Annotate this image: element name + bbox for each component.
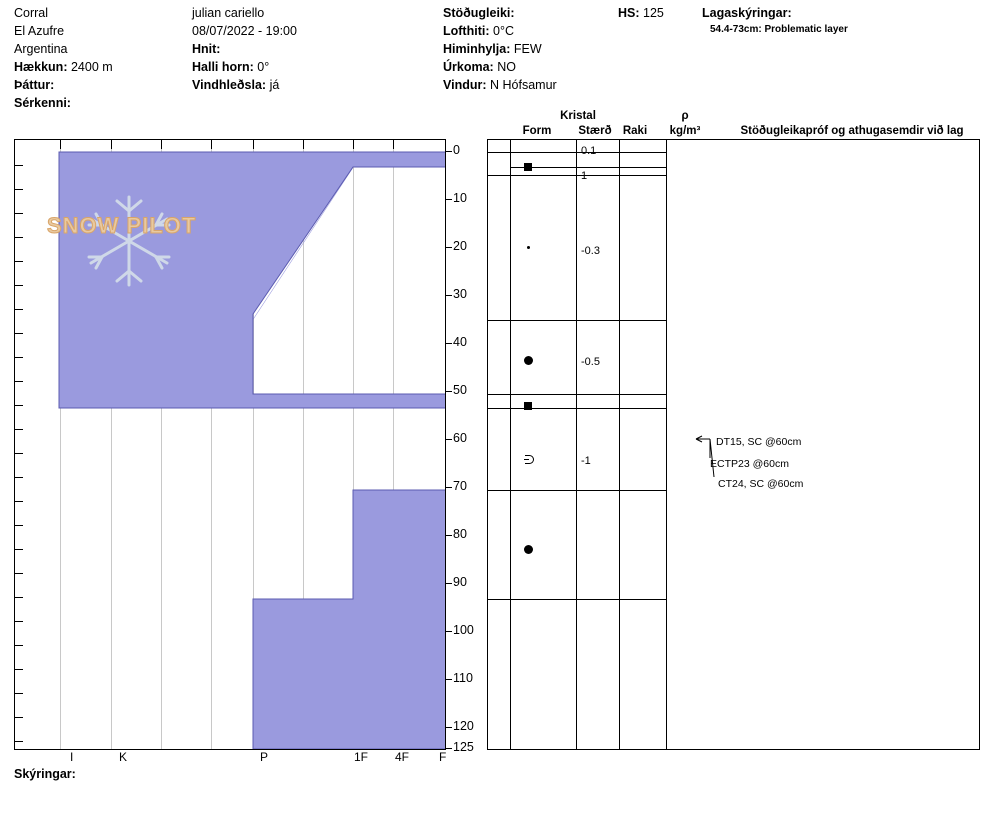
header-row (192, 4, 437, 22)
wind-label: Vindur: (443, 78, 487, 92)
grain-size-value: -1 (581, 455, 591, 467)
elevation-value: 2400 m (70, 60, 113, 74)
watermark-text: SNOW PILOT (47, 213, 197, 238)
hardness-label-i: I (70, 750, 74, 764)
hardness-label-p: P (260, 750, 269, 764)
stability-test-ectp23: ECTP23 @60cm (710, 458, 789, 470)
header-row (192, 58, 437, 76)
depth-tick-label: 125 (453, 740, 474, 754)
grain-symbol-round (524, 545, 533, 554)
header-form: Form (522, 125, 552, 137)
layer-boundary (488, 599, 666, 600)
grain-symbol-round (524, 356, 533, 365)
grain-size-value: 1 (581, 170, 588, 182)
header-kristal: Kristal (560, 110, 596, 122)
hardness-label-1f: 1F (354, 750, 369, 764)
slope-angle-label: Halli horn: (192, 60, 254, 74)
grain-symbol-depth-hoar (525, 455, 534, 464)
layer-boundary (488, 394, 666, 395)
boundary-tick (488, 394, 493, 395)
wind-loading-label: Vindhleðsla: (192, 78, 267, 92)
hardness-label-k: K (119, 750, 128, 764)
header-row (618, 4, 698, 22)
header-column-observer (192, 4, 437, 94)
grain-size-value: -0.3 (581, 245, 600, 257)
depth-tick-label: 100 (453, 623, 474, 637)
column-divider (510, 140, 511, 749)
boundary-tick (488, 175, 493, 176)
header-row (702, 4, 992, 22)
header-row (443, 4, 613, 22)
sky-cover-label: Himinhylja: (443, 42, 511, 56)
wind-value: N Hófsamur (490, 78, 557, 92)
depth-tick-label: 110 (453, 671, 473, 685)
header-comments: Stöðugleikapróf og athugasemdir við lag (740, 125, 964, 137)
layer-boundary (488, 320, 666, 321)
elevation-label: Hækkun: (14, 60, 68, 74)
aspect-label: Þáttur: (14, 78, 55, 92)
header-row (14, 94, 189, 112)
grain-symbol-precip-square (524, 163, 532, 171)
layer-boundary (510, 167, 666, 168)
coordinates-label: Hnit: (192, 42, 221, 56)
depth-tick-label: 50 (453, 383, 467, 397)
header-row (192, 76, 437, 94)
boundary-tick (488, 408, 493, 409)
precipitation-value: NO (497, 60, 516, 74)
depth-tick-label: 10 (453, 191, 467, 205)
depth-tick-label: 40 (453, 335, 467, 349)
boundary-tick (488, 320, 493, 321)
slope-angle-value: 0° (257, 60, 270, 74)
depth-tick-label: 0 (453, 143, 460, 157)
header-column-snow-height (618, 4, 698, 22)
header-raki: Raki (622, 125, 648, 137)
observation-datetime: 08/07/2022 - 19:00 (192, 24, 297, 38)
header-row (443, 40, 613, 58)
snow-height-label: HS: (618, 6, 640, 20)
air-temp-label: Lofthiti: (443, 24, 490, 38)
header-row (14, 4, 189, 22)
wind-loading-value: já (269, 78, 280, 92)
layer-boundary (488, 408, 666, 409)
stability-test-ct24: CT24, SC @60cm (718, 478, 804, 490)
grain-size-value: 0.1 (581, 145, 597, 157)
header-row (14, 58, 189, 76)
layer-boundary (488, 749, 666, 750)
grain-size-value: -0.5 (581, 356, 600, 368)
hardness-scale-axis (14, 750, 446, 768)
column-headers (487, 110, 987, 140)
header-row (192, 40, 437, 58)
depth-tick-label: 30 (453, 287, 467, 301)
sky-cover-value: FEW (513, 42, 542, 56)
depth-tick-label: 90 (453, 575, 467, 589)
boundary-tick (488, 152, 493, 153)
hardness-label-4f: 4F (395, 750, 410, 764)
hardness-profile-plot (14, 139, 446, 750)
stability-test-leader-lines (666, 425, 736, 485)
header (0, 0, 994, 110)
grain-symbol-round-small (527, 246, 530, 249)
header-row (14, 40, 189, 58)
header-size: Stærð (578, 125, 612, 137)
layer-note-item: 54.4-73cm: Problematic layer (710, 24, 848, 35)
depth-tick-label: 70 (453, 479, 467, 493)
header-column-location (14, 4, 189, 112)
depth-axis (446, 139, 486, 754)
header-row (443, 76, 613, 94)
header-column-layer-notes (702, 4, 992, 38)
stability-label: Stöðugleiki: (443, 6, 515, 20)
header-row (443, 22, 613, 40)
column-divider (576, 140, 577, 749)
snow-height-value: 125 (643, 6, 664, 20)
depth-tick-label: 120 (453, 719, 474, 733)
column-divider (619, 140, 620, 749)
observer-name: julian cariello (192, 6, 265, 20)
layer-notes-title: Lagaskýringar: (702, 6, 792, 20)
header-row (14, 76, 189, 94)
air-temp-value: 0°C (493, 24, 514, 38)
layer-boundary (488, 490, 666, 491)
header-column-weather (443, 4, 613, 94)
depth-tick-label: 80 (453, 527, 467, 541)
layer-boundary (488, 152, 666, 153)
hardness-profile-path (15, 140, 446, 750)
area-name: El Azufre (14, 24, 65, 38)
header-row (14, 22, 189, 40)
header-row (443, 58, 613, 76)
depth-tick-label: 20 (453, 239, 467, 253)
grain-symbol-precip-square (524, 402, 532, 410)
characteristics-label: Sérkenni: (14, 96, 71, 110)
hardness-label-f: F (439, 750, 447, 764)
precipitation-label: Úrkoma: (443, 60, 494, 74)
header-rho: ρ (681, 110, 689, 122)
stability-test-dt15: DT15, SC @60cm (716, 436, 802, 448)
comments-footer: Skýringar: (14, 767, 76, 781)
header-rho-units: kg/m³ (669, 125, 701, 137)
header-row (192, 22, 437, 40)
layer-detail-table (487, 139, 980, 750)
layer-boundary (488, 175, 666, 176)
depth-tick-label: 60 (453, 431, 467, 445)
site-name: Corral (14, 6, 49, 20)
country-name: Argentina (14, 42, 68, 56)
